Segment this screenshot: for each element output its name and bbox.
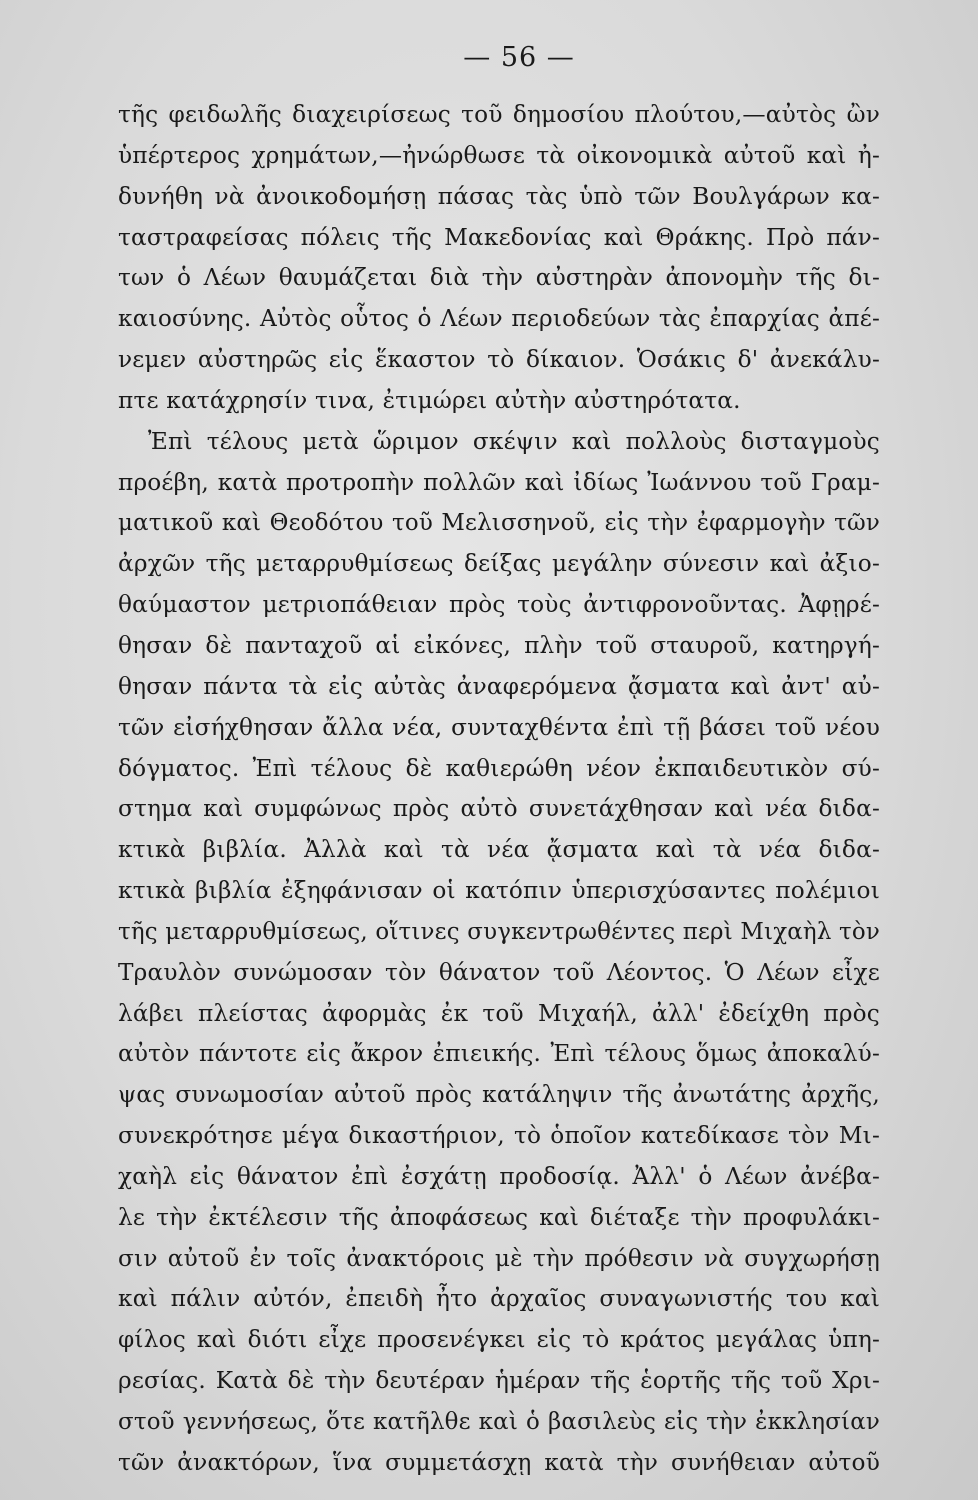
text-line: νεμεν αὐστηρῶς εἰς ἕκαστον τὸ δίκαιον. Ὁσάκις δ' ἀνεκάλυ- [118,346,880,374]
text-line: πτε κατάχρησίν τινα, ἐτιμώρει αὐτὴν αὐστηρότατα. [118,386,741,414]
text-line: θαύμαστον μετριοπάθειαν πρὸς τοὺς ἀντιφρονοῦντας. Ἀφῃρέ- [118,591,880,619]
text-line: κτικὰ βιβλία ἐξηφάνισαν οἱ κατόπιν ὑπερισχύσαντες πολέμιοι [118,877,880,905]
text-line: δυνήθη νὰ ἀνοικοδομήσῃ πάσας τὰς ὑπὸ τῶν Βουλγάρων κα- [118,182,880,210]
text-line: σιν αὐτοῦ ἐν τοῖς ἀνακτόροις μὲ τὴν πρόθεσιν νὰ συγχωρήσῃ [118,1244,880,1272]
body-text [118,95,880,1484]
text-line: ματικοῦ καὶ Θεοδότου τοῦ Μελισσηνοῦ, εἰς τὴν ἐφαρμογὴν τῶν [118,510,880,537]
page-number: — 56 — [463,42,575,73]
text-line: θησαν δὲ πανταχοῦ αἱ εἰκόνες, πλὴν τοῦ σταυροῦ, κατηργή- [118,631,880,659]
text-line: ταστραφείσας πόλεις τῆς Μακεδονίας καὶ Θράκης. Πρὸ πάν- [118,223,880,251]
text-line: φίλος καὶ διότι εἶχε προσενέγκει εἰς τὸ κράτος μεγάλας ὑπη- [118,1326,880,1354]
text-line: τῆς μεταρρυθμίσεως, οἵτινες συγκεντρωθέντες περὶ Μιχαὴλ τὸν [118,918,880,945]
text-line: καὶ πάλιν αὐτόν, ἐπειδὴ ἦτο ἀρχαῖος συναγωνιστής του καὶ [118,1285,880,1313]
text-line: στημα καὶ συμφώνως πρὸς αὐτὸ συνετάχθησαν καὶ νέα διδα- [118,795,880,823]
text-line: δόγματος. Ἐπὶ τέλους δὲ καθιερώθη νέον ἐκπαιδευτικὸν σύ- [118,754,880,782]
text-line: χαὴλ εἰς θάνατον ἐπὶ ἐσχάτῃ προδοσίᾳ. Ἀλλ' ὁ Λέων ἀνέβα- [118,1162,880,1190]
text-line: ὑπέρτερος χρημάτων,—ἠνώρθωσε τὰ οἰκονομικὰ αὐτοῦ καὶ ἠ- [118,141,880,169]
text-line: των ὁ Λέων θαυμάζεται διὰ τὴν αὐστηρὰν ἀπονομὴν τῆς δι- [118,264,880,292]
text-line: στοῦ γεννήσεως, ὅτε κατῆλθε καὶ ὁ βασιλεὺς εἰς τὴν ἐκκλησίαν [118,1409,880,1435]
text-line: ρεσίας. Κατὰ δὲ τὴν δευτέραν ἡμέραν τῆς ἑορτῆς τῆς τοῦ Χρι- [118,1367,880,1395]
text-line: Τραυλὸν συνώμοσαν τὸν θάνατον τοῦ Λέοντος. Ὁ Λέων εἶχε [118,958,880,986]
text-line: ψας συνωμοσίαν αὐτοῦ πρὸς κατάληψιν τῆς ἀνωτάτης ἀρχῆς, [118,1081,880,1109]
text-line: θησαν πάντα τὰ εἰς αὐτὰς ἀναφερόμενα ᾄσματα καὶ ἀντ' αὐ- [118,672,880,700]
text-line: τῶν εἰσήχθησαν ἄλλα νέα, συνταχθέντα ἐπὶ τῇ βάσει τοῦ νέου [118,713,880,741]
text-line: αὐτὸν πάντοτε εἰς ἄκρον ἐπιεικής. Ἐπὶ τέλους ὅμως ἀποκαλύ- [118,1040,880,1068]
text-line: καιοσύνης. Αὐτὸς οὗτος ὁ Λέων περιοδεύων τὰς ἐπαρχίας ἀπέ- [118,305,880,333]
text-line: λε τὴν ἐκτέλεσιν τῆς ἀποφάσεως καὶ διέταξε τὴν προφυλάκι- [118,1203,880,1231]
text-line: τῶν ἀνακτόρων, ἵνα συμμετάσχῃ κατὰ τὴν συνήθειαν αὐτοῦ [118,1448,880,1476]
text-line: προέβη, κατὰ προτροπὴν πολλῶν καὶ ἰδίως Ἰωάννου τοῦ Γραμ- [118,468,880,496]
text-line: συνεκρότησε μέγα δικαστήριον, τὸ ὁποῖον κατεδίκασε τὸν Μι- [118,1122,880,1150]
text-line: κτικὰ βιβλία. Ἀλλὰ καὶ τὰ νέα ᾄσματα καὶ τὰ νέα διδα- [118,836,880,864]
text-line: Ἐπὶ τέλους μετὰ ὥριμον σκέψιν καὶ πολλοὺς δισταγμοὺς [148,427,880,455]
text-line: ἀρχῶν τῆς μεταρρυθμίσεως δείξας μεγάλην σύνεσιν καὶ ἀξιο- [118,550,880,578]
text-line: τῆς φειδωλῆς διαχειρίσεως τοῦ δημοσίου πλούτου,—αὐτὸς ὢν [118,101,880,128]
text-line: λάβει πλείστας ἀφορμὰς ἐκ τοῦ Μιχαήλ, ἀλλ' ἐδείχθη πρὸς [118,999,880,1027]
